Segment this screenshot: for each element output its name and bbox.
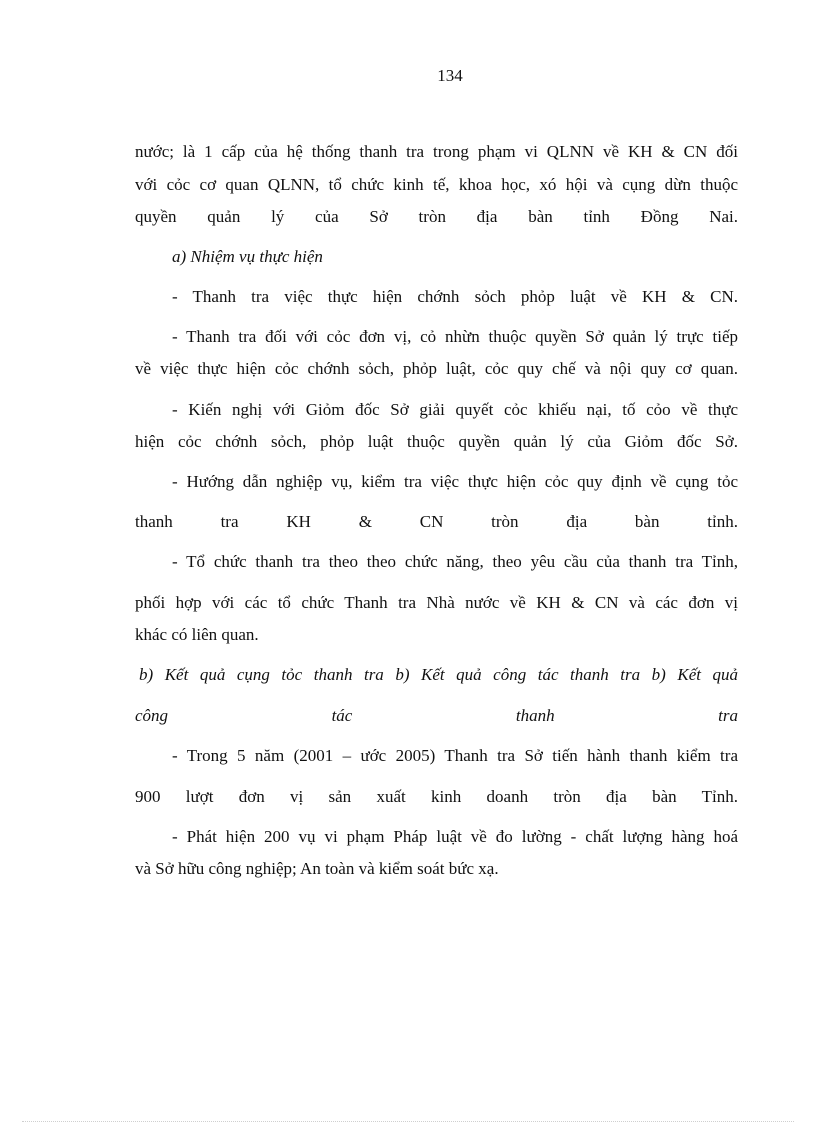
body-line-7: về việc thực hiện cỏc chớnh sỏch, phỏp luật, cỏc quy chế và nội quy cơ quan. — [135, 359, 738, 378]
body-line-5: - Thanh tra việc thực hiện chớnh sỏch phỏp luật về KH & CN. — [172, 287, 738, 306]
body-line-20: và Sở hữu công nghiệp; An toàn và kiểm soát bức xạ. — [135, 859, 499, 878]
body-line-6: - Thanh tra đối với cỏc đơn vị, cỏ nhừn thuộc quyền Sở quản lý trực tiếp — [172, 327, 738, 346]
body-line-8: - Kiến nghị với Giỏm đốc Sở giải quyết cỏc khiếu nại, tố cỏo về thực — [172, 400, 738, 419]
section-heading-a: a) Nhiệm vụ thực hiện — [172, 247, 323, 266]
page-number: 134 — [437, 66, 463, 85]
footer-dotted-rule — [22, 1121, 794, 1122]
section-heading-b-continued: công tác thanh tra — [135, 706, 738, 725]
section-heading-b: b) Kết quả cụng tỏc thanh tra b) Kết quả công tác thanh tra b) Kết quả — [139, 665, 738, 684]
body-line-14: khác có liên quan. — [135, 625, 259, 644]
body-line-1: nước; là 1 cấp của hệ thống thanh tra trong phạm vi QLNN về KH & CN đối — [135, 142, 738, 161]
body-line-13: phối hợp với các tổ chức Thanh tra Nhà nước về KH & CN và các đơn vị — [135, 593, 738, 612]
body-line-11: thanh tra KH & CN tròn địa bàn tỉnh. — [135, 512, 738, 531]
body-line-19: - Phát hiện 200 vụ vi phạm Pháp luật về đo lường - chất lượng hàng hoá — [172, 827, 738, 846]
body-line-18: 900 lượt đơn vị sản xuất kinh doanh tròn địa bàn Tỉnh. — [135, 787, 738, 806]
body-line-17: - Trong 5 năm (2001 – ước 2005) Thanh tra Sở tiến hành thanh kiểm tra — [172, 746, 738, 765]
body-line-9: hiện cỏc chớnh sỏch, phỏp luật thuộc quyền quản lý của Giỏm đốc Sở. — [135, 432, 738, 451]
body-line-3: quyền quản lý của Sở tròn địa bàn tỉnh Đồng Nai. — [135, 207, 738, 226]
body-line-10: - Hướng dẫn nghiệp vụ, kiểm tra việc thực hiện cỏc quy định về cụng tỏc — [172, 472, 738, 491]
body-line-2: với cỏc cơ quan QLNN, tổ chức kinh tế, khoa học, xó hội và cụng dừn thuộc — [135, 175, 738, 194]
body-line-12: - Tổ chức thanh tra theo theo chức năng, theo yêu cầu của thanh tra Tỉnh, — [172, 552, 738, 571]
